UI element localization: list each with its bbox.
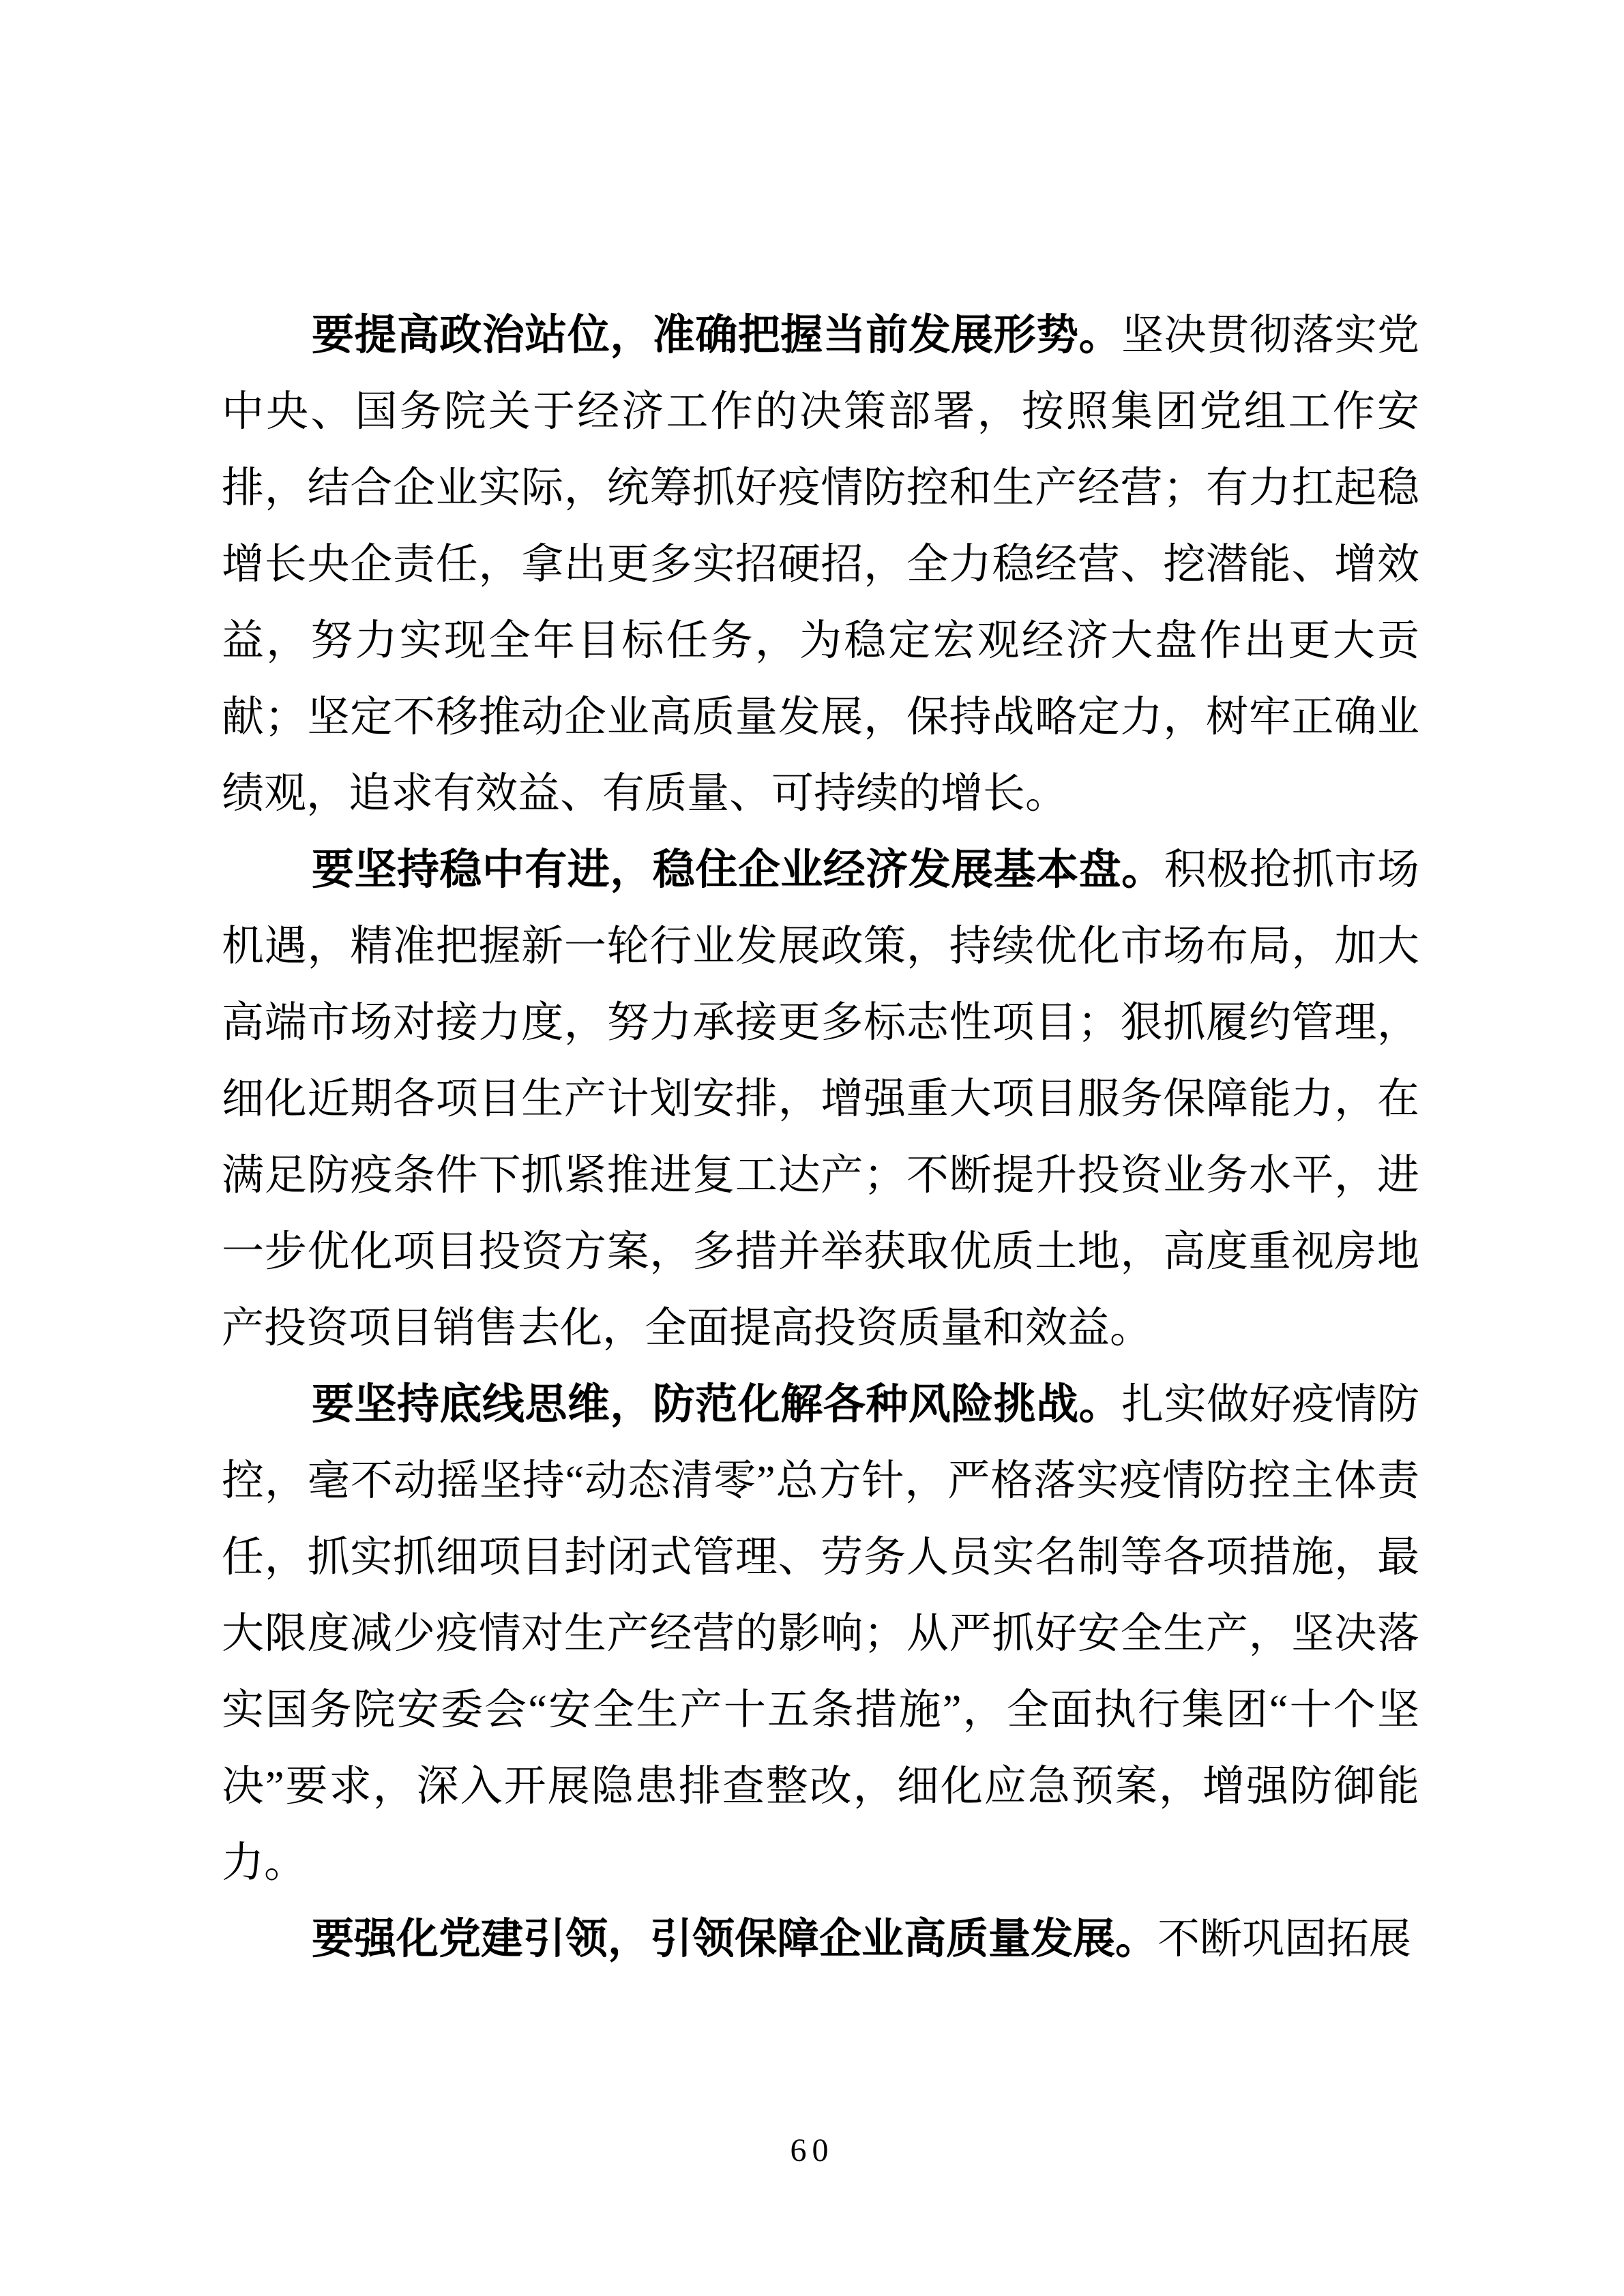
paragraph-2-lead: 要坚持稳中有进，稳住企业经济发展基本盘。 bbox=[312, 847, 1164, 893]
paragraph-2 bbox=[222, 832, 1419, 1367]
document-body bbox=[222, 297, 1419, 1978]
paragraph-3-lead: 要坚持底线思维，防范化解各种风险挑战。 bbox=[312, 1382, 1122, 1428]
paragraph-4 bbox=[222, 1901, 1419, 1978]
paragraph-1 bbox=[222, 297, 1419, 832]
page-number: 60 bbox=[790, 2132, 834, 2168]
paragraph-1-text: 坚决贯彻落实党中央、国务院关于经济工作的决策部署，按照集团党组工作安排，结合企业实际，统筹抓好疫情防控和生产经营；有力扛起稳增长央企责任，拿出更多实招硬招，全力稳经营、挖潜能、增效益，努力实现全年目标任务，为稳定宏观经济大盘作出更大贡献；坚定不移推动企业高质量发展，保持战略定力，树牢正确业绩观，追求有效益、有质量、可持续的增长。 bbox=[222, 312, 1419, 817]
paragraph-1-lead: 要提高政治站位，准确把握当前发展形势。 bbox=[312, 312, 1122, 359]
paragraph-4-text: 不断巩固拓展 bbox=[1157, 1916, 1412, 1963]
paragraph-2-text: 积极抢抓市场机遇，精准把握新一轮行业发展政策，持续优化市场布局，加大高端市场对接力度，努力承接更多标志性项目；狠抓履约管理，细化近期各项目生产计划安排，增强重大项目服务保障能力，在满足防疫条件下抓紧推进复工达产；不断提升投资业务水平，进一步优化项目投资方案，多措并举获取优质土地，高度重视房地产投资项目销售去化，全面提高投资质量和效益。 bbox=[222, 847, 1419, 1352]
paragraph-3 bbox=[222, 1367, 1419, 1901]
paragraph-3-text: 扎实做好疫情防控，毫不动摇坚持“动态清零”总方针，严格落实疫情防控主体责任，抓实抓细项目封闭式管理、劳务人员实名制等各项措施，最大限度减少疫情对生产经营的影响；从严抓好安全生产，坚决落实国务院安委会“安全生产十五条措施”，全面执行集团“十个坚决”要求，深入开展隐患排查整改，细化应急预案，增强防御能力。 bbox=[222, 1382, 1419, 1886]
paragraph-4-lead: 要强化党建引领，引领保障企业高质量发展。 bbox=[312, 1916, 1158, 1963]
